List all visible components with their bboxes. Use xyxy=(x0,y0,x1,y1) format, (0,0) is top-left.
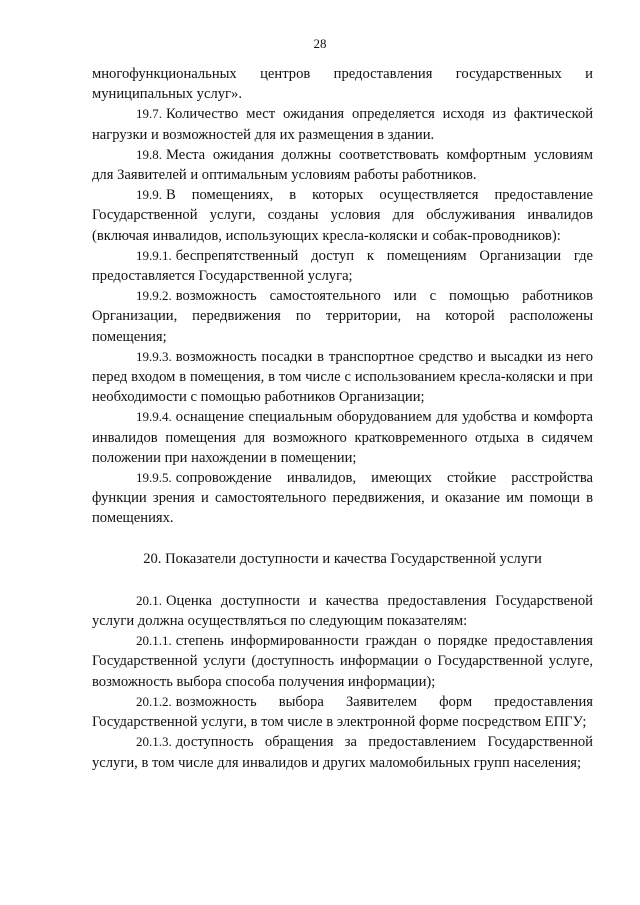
paragraph xyxy=(92,185,593,246)
paragraph-number: 19.9.1. xyxy=(136,247,172,263)
paragraph xyxy=(92,347,593,408)
paragraph-number: 19.9.2. xyxy=(136,288,172,304)
paragraph xyxy=(92,692,593,732)
section-heading: 20. Показатели доступности и качества Государственной услуги xyxy=(143,550,542,567)
paragraph-text: возможность посадки в транспортное средство и высадки из него перед входом в помещения, в том числе с использованием кресла-коляски и при необходимости с помощью работников Организации; xyxy=(92,348,593,406)
paragraph xyxy=(92,631,593,692)
paragraph-number: 19.9.4. xyxy=(136,409,172,425)
paragraph-number: 19.7. xyxy=(136,106,162,122)
paragraphs-after-heading xyxy=(92,591,593,773)
paragraph-number: 20.1.3. xyxy=(136,734,172,750)
paragraph-text: многофункциональных центров предоставления государственных и муниципальных услуг». xyxy=(92,66,593,103)
paragraph-text: беспрепятственный доступ к помещениям Организации где предоставляется Государственной услуга; xyxy=(92,247,593,285)
paragraph xyxy=(92,732,593,772)
paragraph xyxy=(92,407,593,468)
paragraph-text: доступность обращения за предоставлением Государственной услуги, в том числе для инвалидов и других маломобильных групп населения; xyxy=(92,734,593,771)
paragraph-number: 20.1.2. xyxy=(136,693,172,709)
paragraph xyxy=(92,246,593,286)
paragraph-text: В помещениях, в которых осуществляется предоставление Государственной услуги, созданы условия для обслуживания инвалидов (включая инвалидов, использующих кресла-коляски и собак-проводников): xyxy=(92,187,593,244)
paragraph-number: 20.1. xyxy=(136,592,162,608)
paragraph xyxy=(92,104,593,144)
paragraph-number: 19.9. xyxy=(136,187,162,203)
paragraph-text: Количество мест ожидания определяется исходя из фактической нагрузки и возможностей для их размещения в здании. xyxy=(92,106,593,143)
document-body xyxy=(92,64,593,773)
paragraph-text: сопровождение инвалидов, имеющих стойкие расстройства функции зрения и самостоятельного передвижения, и оказание им помощи в помещениях. xyxy=(92,470,593,527)
paragraph-number: 20.1.1. xyxy=(136,633,172,649)
paragraph xyxy=(92,286,593,347)
paragraph-number: 19.9.3. xyxy=(136,348,172,364)
paragraph-text: Оценка доступности и качества предоставления Государственой услуги должна осуществляться по следующим показателям: xyxy=(92,592,593,630)
paragraph xyxy=(92,64,593,104)
paragraph-number: 19.8. xyxy=(136,146,162,162)
paragraph-number: 19.9.5. xyxy=(136,470,172,486)
page-number: 28 xyxy=(313,36,327,51)
paragraphs-before-heading xyxy=(92,64,593,529)
paragraph xyxy=(92,591,593,631)
paragraph xyxy=(92,468,593,529)
paragraph-text: степень информированности граждан о порядке предоставления Государственной услуги (доступность информации о Государственной услуге, возможность выбора способа получения информации); xyxy=(92,633,593,690)
paragraph xyxy=(92,145,593,185)
paragraph-text: оснащение специальным оборудованием для удобства и комфорта инвалидов помещения для возможного кратковременного отдыха в сидячем положении при нахождении в помещении; xyxy=(92,409,593,466)
paragraph-text: возможность выбора Заявителем форм предоставления Государственной услуги, в том числе в электронной форме посредством ЕПГУ; xyxy=(92,693,593,731)
paragraph-text: Места ожидания должны соответствовать комфортным условиям для Заявителей и оптимальным условиям работы работников. xyxy=(92,146,593,184)
paragraph-text: возможность самостоятельного или с помощью работников Организации, передвижения по территории, на которой расположены помещения; xyxy=(92,288,593,345)
